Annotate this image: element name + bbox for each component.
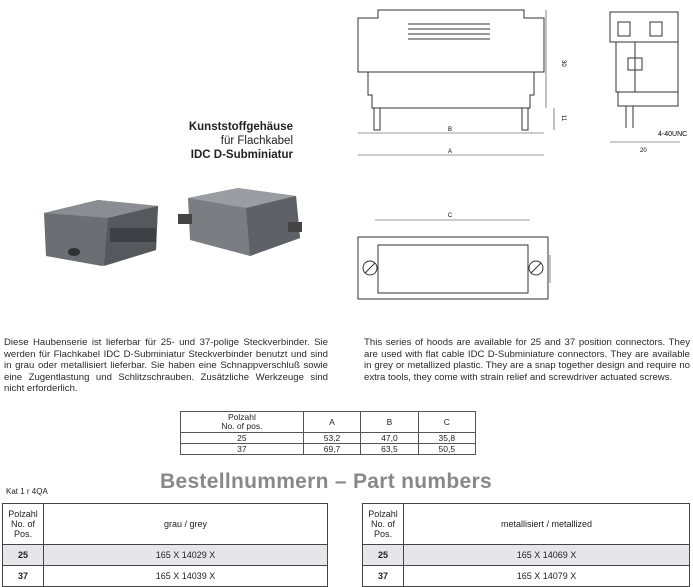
table-row: 37 69,7 63,5 50,5 [181, 444, 476, 455]
grey-head-pos: Polzahl No. of Pos. [3, 504, 44, 545]
bottom-view-drawing [350, 205, 570, 320]
front-view-drawing [350, 0, 570, 165]
title-line-1: Kunststoffgehäuse [188, 121, 293, 133]
product-photo [38, 178, 308, 278]
title-line-3: IDC D-Subminiatur [190, 149, 293, 161]
metal-head-col: metallisiert / metallized [404, 504, 690, 545]
grey-head-col: grau / grey [44, 504, 328, 545]
title-line-2: für Flachkabel [220, 135, 293, 147]
description-english: This series of hoods are available for 25 and 37 position connectors. They are used with flat cable IDC D-Subminiature connectors. They are available in grey or metallized plastic. They are a snap together design and require no extra tools, they come with strain relief and screwdriver actuated screws. [364, 337, 690, 383]
metal-head-pos: Polzahl No. of Pos. [363, 504, 404, 545]
table-row: 25 165 X 14029 X [3, 545, 328, 566]
dim-b-label: B [447, 127, 453, 133]
table-row: 25 165 X 14069 X [363, 545, 690, 566]
dim-c-label: C [447, 213, 453, 219]
dim-11-label: 11 [560, 115, 566, 122]
table-row: 37 165 X 14079 X [363, 566, 690, 587]
thread-label: 4-40UNC [658, 131, 688, 138]
side-view-drawing [600, 0, 693, 165]
dim-a-label: A [447, 149, 453, 155]
dimensions-table [180, 411, 476, 455]
part-numbers-heading: Bestellnummern – Part numbers [160, 470, 492, 493]
table-row: 37 165 X 14039 X [3, 566, 328, 587]
description-german: Diese Haubenserie ist lieferbar für 25- und 37-polige Steckverbinder. Sie werden für Flachkabel IDC D-Subminiatur Steckverbinder benutzt und sind in grau oder metallisiert lieferbar. Sie haben eine Schnappverschluß sowie eine Zugentlastung und Schlitzschrauben. Zusätzliche Werkzeuge sind nicht erforderlich. [4, 337, 328, 394]
dims-head-a: A [303, 412, 360, 433]
dim-30-label: 30 [560, 60, 566, 67]
catalog-ref: Kat 1 r 4QA [6, 487, 48, 496]
dims-head-pos: Polzahl No. of pos. [181, 412, 304, 433]
dims-head-c: C [418, 412, 475, 433]
table-row: 25 53,2 47,0 35,8 [181, 433, 476, 444]
dims-head-b: B [361, 412, 418, 433]
part-numbers-grey-table [2, 503, 328, 587]
product-title [118, 120, 293, 162]
part-numbers-metallized-table [362, 503, 690, 587]
dim-20-label: 20 [640, 148, 647, 154]
